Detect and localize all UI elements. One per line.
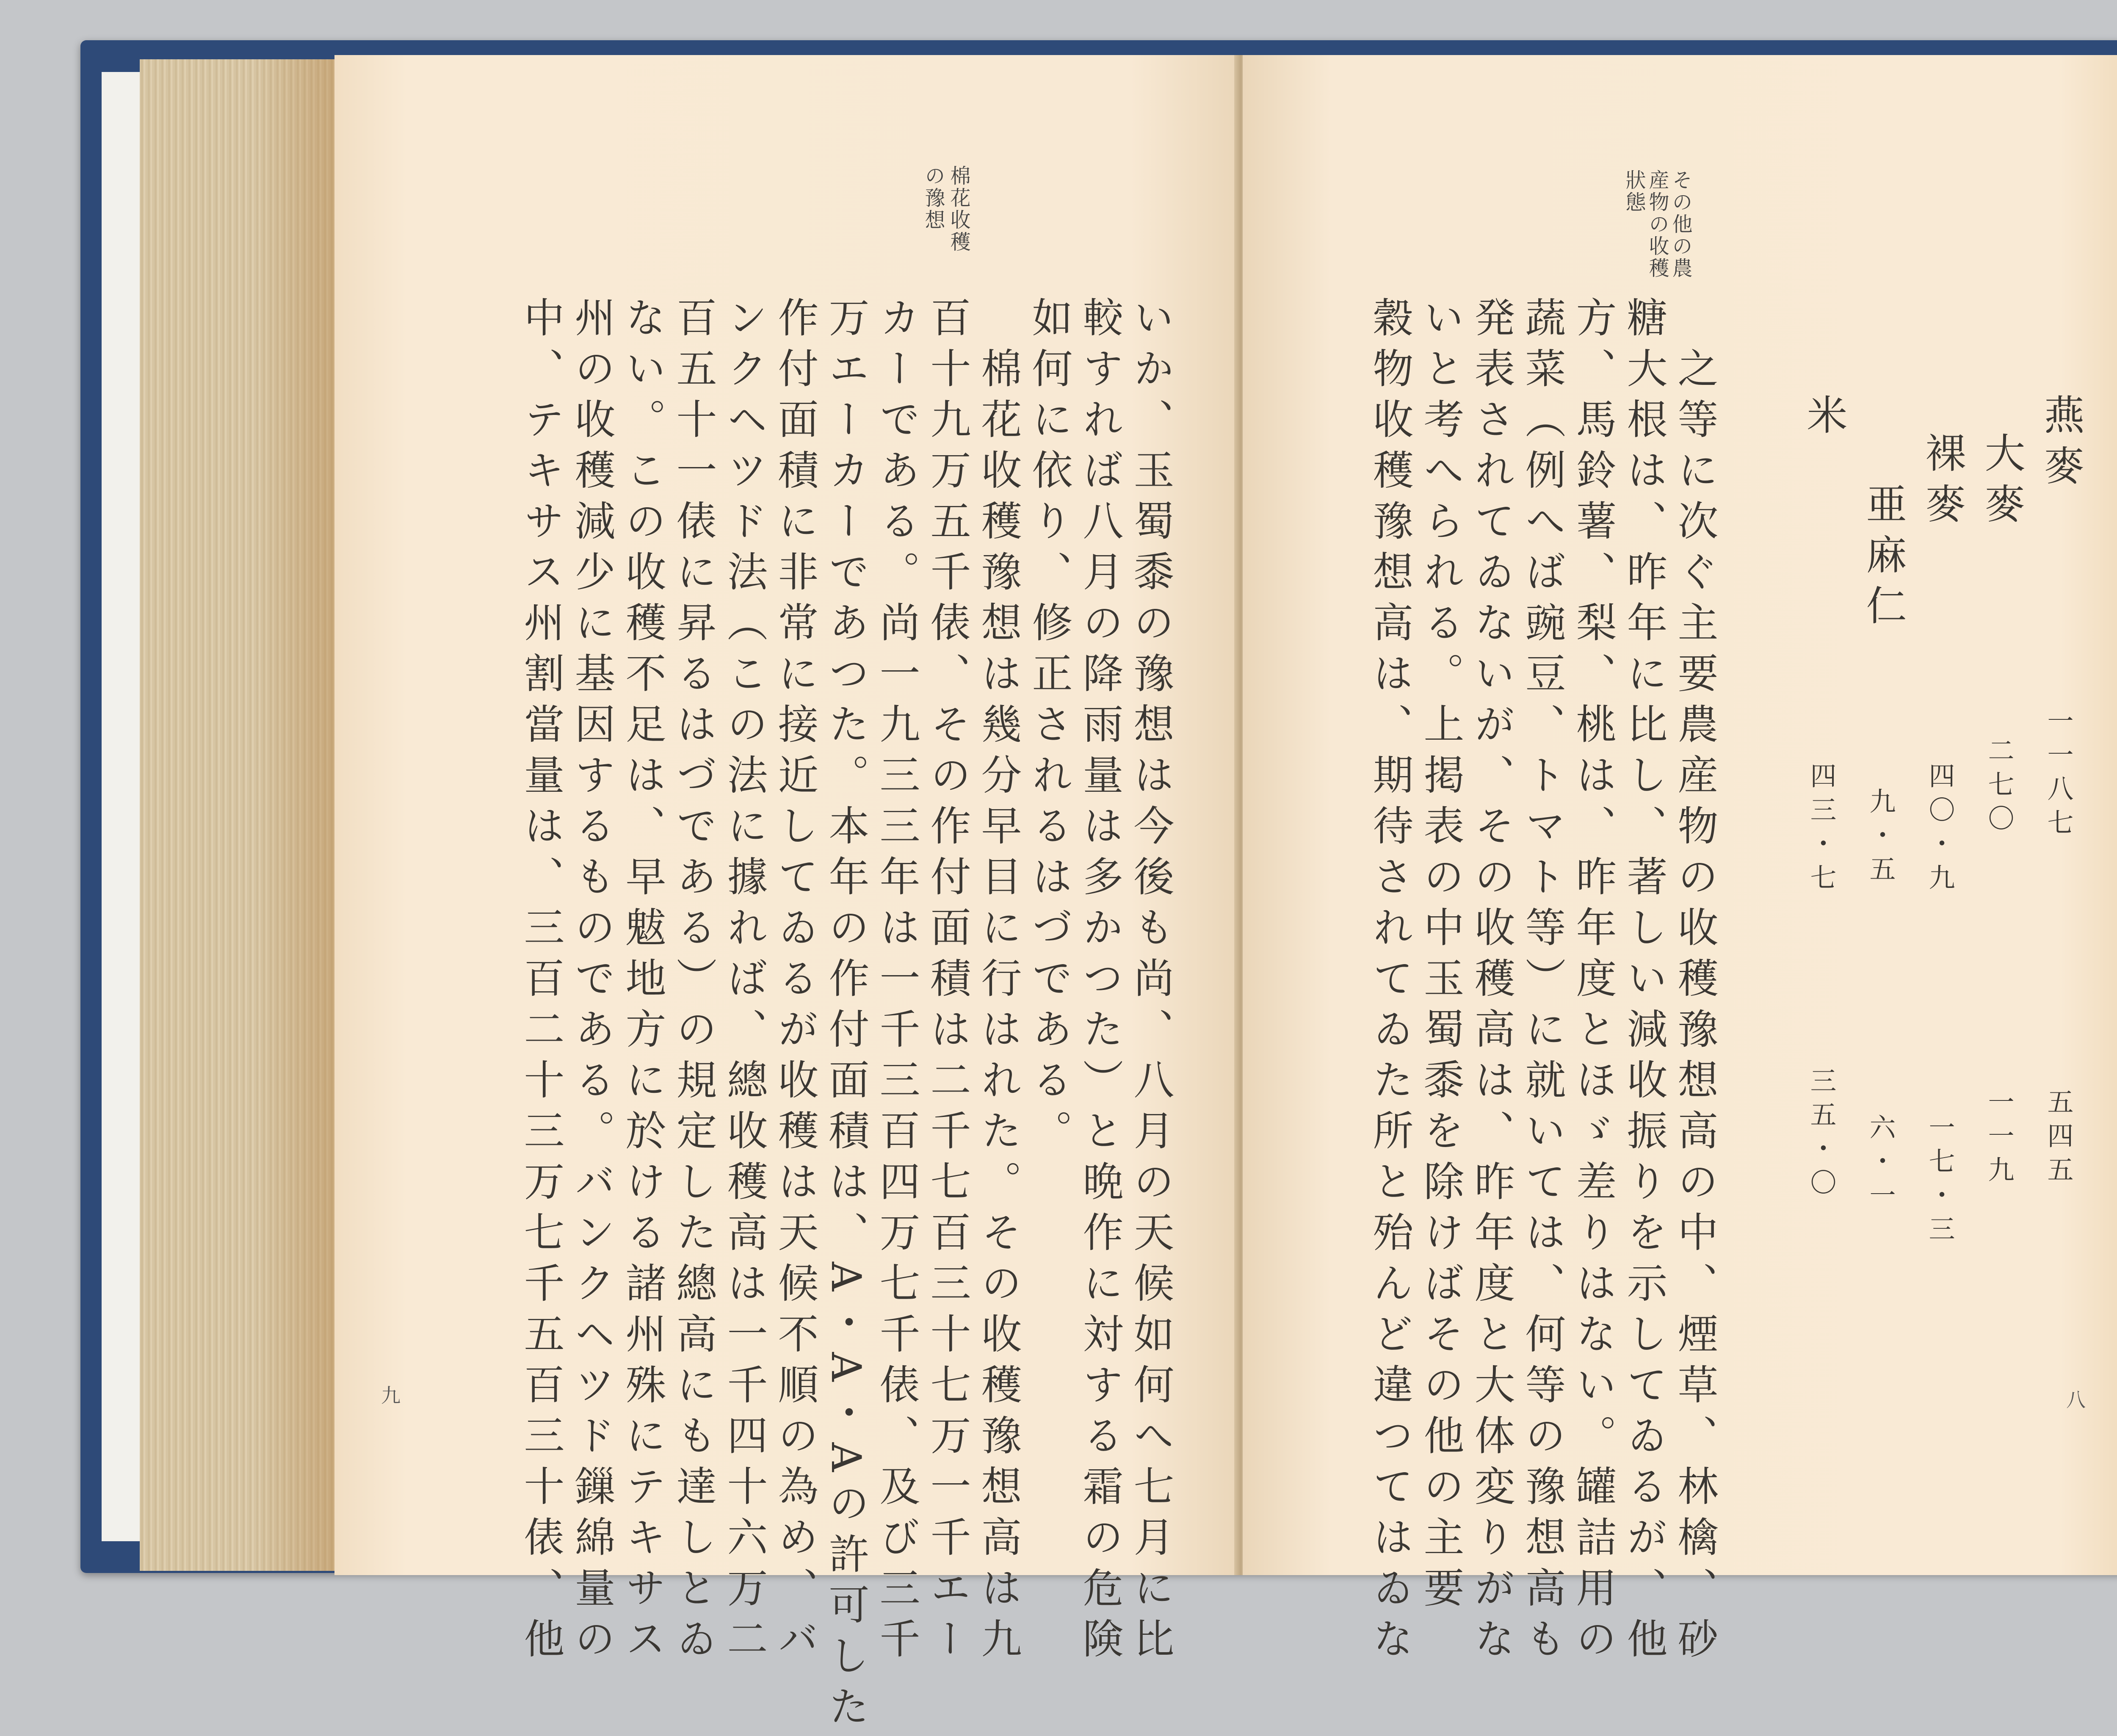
text-column: 蔬菜（例へば豌豆、トマト等）に就いては、何等の豫想高も xyxy=(1519,296,1566,1668)
text-column: 穀物收穫豫想高は、期待されてゐた所と殆んど違つてはゐな xyxy=(1366,296,1414,1668)
crop-name: 米 xyxy=(1800,394,1848,445)
text-column: 之等に次ぐ主要農産物の收穫豫想高の中、煙草、林檎、砂 xyxy=(1671,347,1719,1668)
crop-value-1: 四三・七 xyxy=(1806,762,1837,898)
margin-heading-line: の豫想 xyxy=(921,165,945,231)
crop-value-2: 一一九 xyxy=(1984,1088,2015,1190)
text-column: 百五十一俵に昇るはづである）の規定した總高にも達しとゐ xyxy=(670,296,717,1668)
crop-name: 燕麥 xyxy=(2037,394,2085,495)
crop-value-2: 六・一 xyxy=(1865,1114,1896,1215)
text-column: いか、玉蜀黍の豫想は今後も尚、八月の天候如何へ七月に比 xyxy=(1127,296,1175,1668)
text-column: 棉花收穫豫想は幾分早目に行はれた。その收穫豫想高は九 xyxy=(975,347,1022,1668)
crop-value-2: 五四五 xyxy=(2043,1088,2074,1190)
margin-heading-line: 棉花收穫 xyxy=(947,165,970,253)
text-column: 方、馬鈴薯、梨、桃は、昨年度とほゞ差りはない。罐詰用の xyxy=(1570,296,1617,1668)
right-page xyxy=(1243,55,2117,1668)
margin-heading-line: その他の農 xyxy=(1669,169,1692,279)
page-number: 八 xyxy=(2066,1388,2086,1411)
text-column: ない。この收穫不足は、早魃地方に於ける諸州殊にテキサス xyxy=(619,296,666,1668)
text-column: 作付面積に非常に接近してゐるが收穫は天候不順の為め、バ xyxy=(771,296,819,1668)
crop-value-1: 一一八七 xyxy=(2043,707,2074,843)
text-column: 中、テキサス州割當量は、三百二十三万七千五百三十俵、他 xyxy=(517,296,565,1668)
text-column: いと考へられる。上掲表の中玉蜀黍を除けばその他の主要 xyxy=(1417,296,1465,1617)
crop-name: 大麥 xyxy=(1978,432,2026,534)
left-page xyxy=(334,55,1238,1736)
text-column: 如何に依り、修正されるはづである。 xyxy=(1025,296,1073,1160)
text-column: 州の收穫減少に基因するものである。バンクヘツド鏁綿量の xyxy=(568,296,616,1668)
text-column: 万エーカーであつた。本年の作付面積は、A・A・Aの許可した xyxy=(822,296,870,1736)
crop-value-1: 九・五 xyxy=(1865,788,1896,889)
crop-value-2: 三五・〇 xyxy=(1806,1067,1837,1202)
crop-value-2: 一七・三 xyxy=(1924,1114,1955,1249)
page-number: 九 xyxy=(381,1384,401,1407)
crop-name: 亜麻仁 xyxy=(1860,483,1907,635)
text-column: 発表されてゐないが、その收穫高は、昨年度と大体変りがな xyxy=(1468,296,1515,1668)
margin-heading-line: 狀態 xyxy=(1622,169,1646,213)
crop-value-1: 二七〇 xyxy=(1984,737,2015,838)
text-column: 較すれば八月の降雨量は多かつた）と晩作に対する霜の危険 xyxy=(1076,296,1124,1668)
margin-heading-line: 産物の收穫 xyxy=(1645,169,1669,279)
text-column: ンクヘツド法（この法に據れば、總收穫高は一千四十六万二 xyxy=(721,296,768,1668)
crop-value-1: 四〇・九 xyxy=(1924,762,1955,898)
text-column: 糖大根は、昨年に比し、著しい減收振りを示してゐるが、他 xyxy=(1620,296,1668,1668)
text-column: カーである。尚一九三三年は一千三百四万七千俵、及び三千 xyxy=(873,296,920,1668)
crop-name: 裸麥 xyxy=(1919,432,1966,534)
text-column: 百十九万五千俵、その作付面積は二千七百三十七万一千エー xyxy=(924,296,971,1668)
